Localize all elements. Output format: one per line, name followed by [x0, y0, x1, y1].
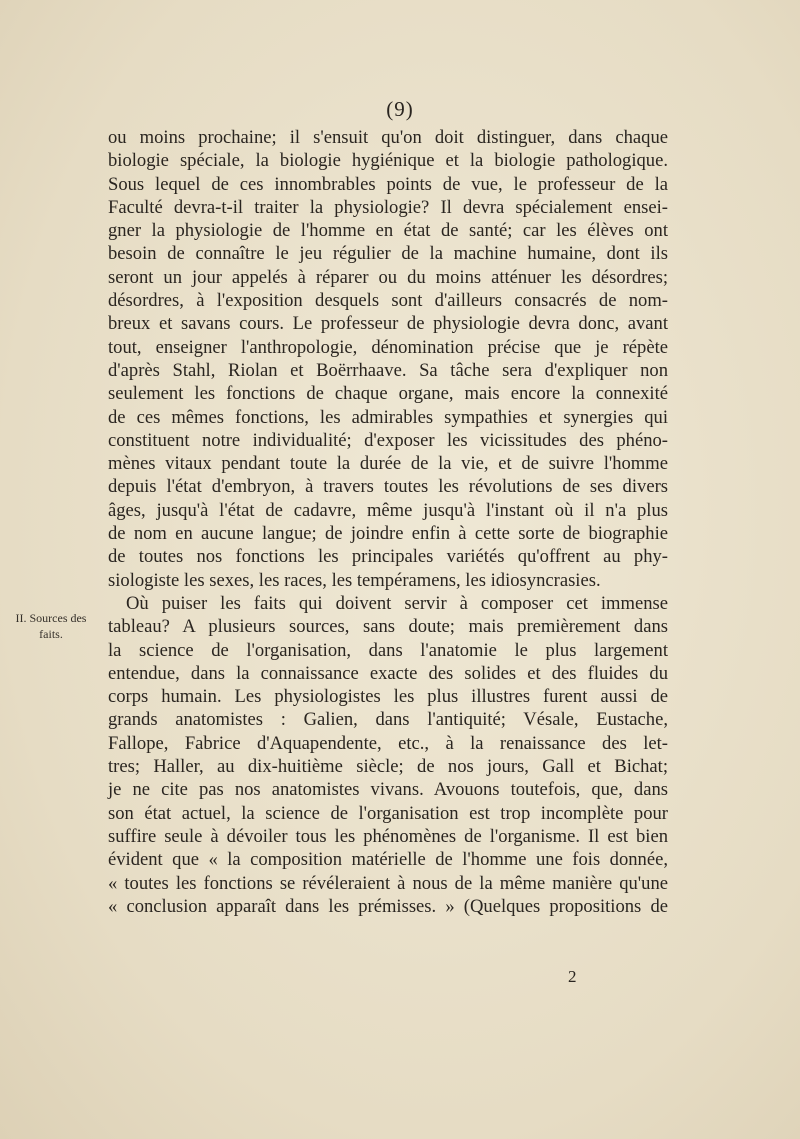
- text-line: « conclusion apparaît dans les prémisses. » (Quelques propositions de: [108, 895, 668, 917]
- text-line: Fallope, Fabrice d'Aquapendente, etc., à la renaissance des let-: [108, 732, 668, 754]
- text-line: entendue, dans la connaissance exacte des solides et des fluides du: [108, 662, 668, 684]
- page-number: (9): [386, 97, 414, 121]
- side-note-line: II. Sources des: [15, 611, 87, 625]
- text-line: âges, jusqu'à l'état de cadavre, même jusqu'à l'instant où il n'a plus: [108, 499, 668, 521]
- text-line: je ne cite pas nos anatomistes vivans. Avouons toutefois, que, dans: [108, 779, 668, 801]
- side-note-line: faits.: [39, 627, 63, 641]
- text-line: mènes vitaux pendant toute la durée de la vie, et de suivre l'homme: [108, 453, 668, 475]
- text-line: gner la physiologie de l'homme en état de santé; car les élèves ont: [108, 220, 668, 242]
- text-line: grands anatomistes : Galien, dans l'antiquité; Vésale, Eustache,: [108, 709, 668, 731]
- text-line: désordres, à l'exposition desquels sont d'ailleurs consacrés de nom-: [108, 290, 668, 312]
- text-line: de ces mêmes fonctions, les admirables sympathies et synergies qui: [108, 406, 668, 428]
- text-line: depuis l'état d'embryon, à travers toutes les révolutions de ses divers: [108, 476, 668, 498]
- text-line: suffire seule à dévoiler tous les phénomènes de l'organisme. Il est bien: [108, 825, 668, 847]
- text-line: son état actuel, la science de l'organisation est trop incomplète pour: [108, 802, 668, 824]
- text-line: besoin de connaître le jeu régulier de la machine humaine, dont ils: [108, 243, 668, 265]
- text-line: Où puiser les faits qui doivent servir à composer cet immense: [126, 592, 668, 614]
- text-line: corps humain. Les physiologistes les plus illustres furent aussi de: [108, 686, 668, 708]
- text-line: de toutes nos fonctions les principales variétés qu'offrent au phy-: [108, 546, 668, 568]
- text-line: constituent notre individualité; d'exposer les vicissitudes des phéno-: [108, 429, 668, 451]
- text-line: breux et savans cours. Le professeur de physiologie devra donc, avant: [108, 313, 668, 335]
- text-line: siologiste les sexes, les races, les tempéramens, les idiosyncrasies.: [108, 569, 601, 591]
- text-line: « toutes les fonctions se révéleraient à nous de la même manière qu'une: [108, 872, 668, 894]
- text-line: de nom en aucune langue; de joindre enfin à cette sorte de biographie: [108, 523, 668, 545]
- text-line: Sous lequel de ces innombrables points de vue, le professeur de la: [108, 173, 668, 195]
- text-line: d'après Stahl, Riolan et Boërrhaave. Sa tâche sera d'expliquer non: [108, 359, 668, 381]
- signature-mark: 2: [568, 967, 577, 986]
- text-line: tableau? A plusieurs sources, sans doute; mais premièrement dans: [108, 616, 668, 638]
- text-line: la science de l'organisation, dans l'anatomie le plus largement: [108, 639, 668, 661]
- text-line: seront un jour appelés à réparer ou du moins atténuer les désordres;: [108, 266, 668, 288]
- text-line: Faculté devra-t-il traiter la physiologie? Il devra spécialement ensei-: [108, 196, 668, 218]
- body-text: [108, 126, 668, 918]
- text-line: biologie spéciale, la biologie hygiénique et la biologie pathologique.: [108, 150, 668, 172]
- text-line: tout, enseigner l'anthropologie, dénomination précise que je répète: [108, 336, 668, 358]
- text-line: seulement les fonctions de chaque organe, mais encore la connexité: [108, 383, 668, 405]
- text-line: ou moins prochaine; il s'ensuit qu'on doit distinguer, dans chaque: [108, 127, 668, 148]
- text-line: tres; Haller, au dix-huitième siècle; de nos jours, Gall et Bichat;: [108, 756, 668, 778]
- side-note: [8, 610, 94, 642]
- text-line: évident que « la composition matérielle de l'homme une fois donnée,: [108, 849, 668, 871]
